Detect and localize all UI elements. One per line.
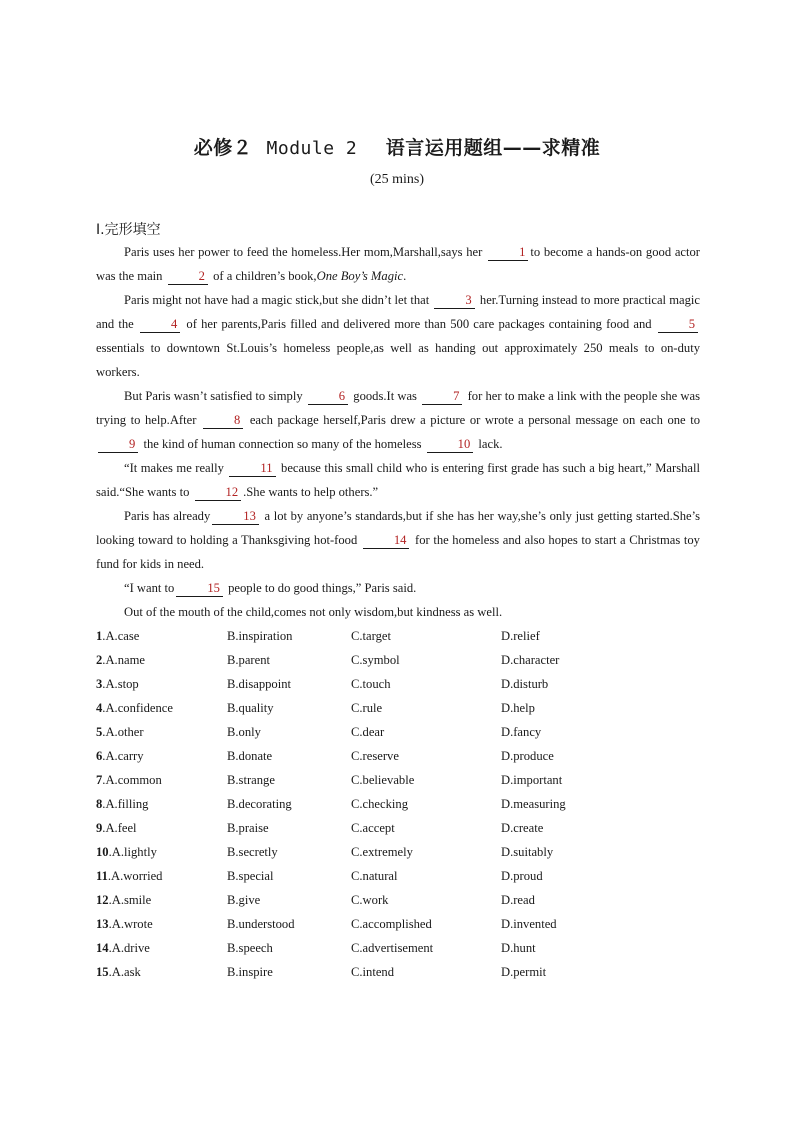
question-row <box>96 648 716 672</box>
question-row <box>96 912 716 936</box>
option-b: B.disappoint <box>227 677 292 691</box>
option-a: .A.lightly <box>108 845 157 859</box>
question-row <box>96 888 716 912</box>
question-number-and-option-a <box>96 816 137 840</box>
question-row <box>96 960 716 984</box>
option-b: B.inspire <box>227 965 273 979</box>
blank-13: 13 <box>212 509 259 525</box>
option-b: B.donate <box>227 749 273 763</box>
question-number: 3 <box>96 677 103 691</box>
question-number-and-option-a <box>96 840 157 864</box>
question-number: 8 <box>96 797 103 811</box>
question-number-and-option-a <box>96 696 173 720</box>
option-b: B.praise <box>227 821 269 835</box>
paragraph-3: But Paris wasn’t satisfied to simply 6 goods.It was 7 for her to make a link with the people she was trying to help.After 8 each package herself,Paris drew a picture or wrote a personal message on each one to 9 the kind of human connection so many of the homeless 10 lack. <box>96 389 700 451</box>
paragraph-1: Paris uses her power to feed the homeless.Her mom,Marshall,says her 1 to become a hands-on good actor was the main 2 of a children’s book,One Boy’s Magic. <box>96 245 701 283</box>
question-number: 13 <box>96 917 109 931</box>
option-b: B.give <box>227 893 261 907</box>
option-a: .A.other <box>102 725 144 739</box>
question-number-and-option-a <box>96 912 153 936</box>
question-number-and-option-a <box>96 888 151 912</box>
question-row <box>96 720 716 744</box>
paragraph-5: Paris has already 13 a lot by anyone’s standards,but if she has her way,she’s only just getting started.She’s looking toward to holding a Thanksgiving hot-food 14 for the homeless and also hopes to start a Christmas toy fund for kids in need. <box>96 509 701 571</box>
question-number: 14 <box>96 941 109 955</box>
blank-5: 5 <box>658 317 698 333</box>
blank-1: 1 <box>488 245 528 261</box>
paragraph-7: Out of the mouth of the child,comes not only wisdom,but kindness as well. <box>124 605 503 619</box>
question-row <box>96 744 716 768</box>
option-c: C.accomplished <box>351 917 432 931</box>
option-a: .A.filling <box>102 797 149 811</box>
option-b: B.parent <box>227 653 271 667</box>
option-a: .A.case <box>102 629 140 643</box>
option-a: .A.feel <box>102 821 137 835</box>
option-b: B.decorating <box>227 797 292 811</box>
page-title <box>0 133 794 160</box>
question-number: 6 <box>96 749 103 763</box>
option-c: C.work <box>351 893 389 907</box>
option-c: C.rule <box>351 701 383 715</box>
question-number: 12 <box>96 893 109 907</box>
option-d: D.important <box>501 773 563 787</box>
blank-11: 11 <box>229 461 275 477</box>
cloze-passage <box>96 240 700 624</box>
option-a: .A.wrote <box>108 917 153 931</box>
question-number: 4 <box>96 701 103 715</box>
option-d: D.character <box>501 653 560 667</box>
blank-4: 4 <box>140 317 180 333</box>
time-limit: (25 mins) <box>369 172 425 187</box>
paragraph-4: “It makes me really 11 because this small child who is entering first grade has such a big heart,” Marshall said.“She wants to 12 .She wants to help others.” <box>96 461 700 499</box>
blank-8: 8 <box>203 413 243 429</box>
blank-6: 6 <box>308 389 348 405</box>
question-number: 10 <box>96 845 109 859</box>
option-d: D.relief <box>501 629 540 643</box>
option-c: C.touch <box>351 677 391 691</box>
blank-9: 9 <box>98 437 138 453</box>
question-number-and-option-a <box>96 672 139 696</box>
option-d: D.permit <box>501 965 547 979</box>
question-number-and-option-a <box>96 624 139 648</box>
question-number-and-option-a <box>96 792 148 816</box>
blank-2: 2 <box>168 269 208 285</box>
option-a: .A.smile <box>108 893 152 907</box>
answer-options <box>96 624 716 984</box>
option-b: B.special <box>227 869 274 883</box>
blank-12: 12 <box>195 485 242 501</box>
title-module: Module 2 <box>266 138 358 159</box>
option-c: C.believable <box>351 773 415 787</box>
question-row <box>96 816 716 840</box>
option-d: D.invented <box>501 917 557 931</box>
question-number-and-option-a <box>96 720 144 744</box>
question-row <box>96 792 716 816</box>
option-c: C.symbol <box>351 653 400 667</box>
question-number: 1 <box>96 629 103 643</box>
option-a: .A.stop <box>102 677 139 691</box>
question-row <box>96 840 716 864</box>
option-c: C.natural <box>351 869 398 883</box>
option-d: D.disturb <box>501 677 549 691</box>
option-b: B.strange <box>227 773 275 787</box>
question-number: 2 <box>96 653 103 667</box>
option-d: D.help <box>501 701 535 715</box>
option-c: C.target <box>351 629 391 643</box>
question-number-and-option-a <box>96 864 162 888</box>
option-d: D.create <box>501 821 544 835</box>
option-c: C.accept <box>351 821 395 835</box>
option-c: C.intend <box>351 965 395 979</box>
option-d: D.read <box>501 893 535 907</box>
option-b: B.quality <box>227 701 274 715</box>
question-row <box>96 696 716 720</box>
question-row <box>96 624 716 648</box>
question-row <box>96 864 716 888</box>
option-a: .A.confidence <box>102 701 173 715</box>
question-number-and-option-a <box>96 936 150 960</box>
option-c: C.advertisement <box>351 941 434 955</box>
option-b: B.understood <box>227 917 295 931</box>
question-number-and-option-a <box>96 768 162 792</box>
option-b: B.inspiration <box>227 629 293 643</box>
option-c: C.extremely <box>351 845 413 859</box>
option-d: D.hunt <box>501 941 536 955</box>
paragraph-6: “I want to 15 people to do good things,” Paris said. <box>124 581 417 595</box>
question-number: 15 <box>96 965 109 979</box>
title-cn: 必修２ <box>193 137 253 159</box>
option-a: .A.ask <box>108 965 141 979</box>
option-b: B.only <box>227 725 261 739</box>
question-row <box>96 768 716 792</box>
section-heading: Ⅰ.完形填空 <box>96 222 161 238</box>
question-number-and-option-a <box>96 648 145 672</box>
option-d: D.fancy <box>501 725 542 739</box>
blank-10: 10 <box>427 437 474 453</box>
option-c: C.checking <box>351 797 409 811</box>
option-a: .A.name <box>102 653 145 667</box>
question-row <box>96 672 716 696</box>
question-number-and-option-a <box>96 744 144 768</box>
blank-15: 15 <box>176 581 223 597</box>
option-a: .A.carry <box>102 749 144 763</box>
option-d: D.suitably <box>501 845 554 859</box>
option-d: D.produce <box>501 749 554 763</box>
option-a: .A.common <box>102 773 162 787</box>
option-a: .A.worried <box>107 869 163 883</box>
blank-7: 7 <box>422 389 462 405</box>
title-rest: 语言运用题组——求精准 <box>385 137 601 159</box>
option-d: D.proud <box>501 869 543 883</box>
option-c: C.reserve <box>351 749 399 763</box>
blank-14: 14 <box>363 533 410 549</box>
option-b: B.secretly <box>227 845 278 859</box>
question-row <box>96 936 716 960</box>
question-number-and-option-a <box>96 960 141 984</box>
book-title: One Boy’s Magic <box>316 269 404 283</box>
option-c: C.dear <box>351 725 385 739</box>
blank-3: 3 <box>434 293 474 309</box>
paragraph-2: Paris might not have had a magic stick,but she didn’t let that 3 her.Turning instead to more practical magic and the 4 of her parents,Paris filled and delivered more than 500 care packages containing food and 5 essentials to downtown St.Louis’s homeless people,as well as handing out approximately 250 meals to on-duty workers. <box>96 293 700 379</box>
question-number: 11 <box>96 869 108 883</box>
question-number: 9 <box>96 821 103 835</box>
question-number: 7 <box>96 773 103 787</box>
question-number: 5 <box>96 725 103 739</box>
option-b: B.speech <box>227 941 273 955</box>
option-d: D.measuring <box>501 797 566 811</box>
option-a: .A.drive <box>108 941 150 955</box>
